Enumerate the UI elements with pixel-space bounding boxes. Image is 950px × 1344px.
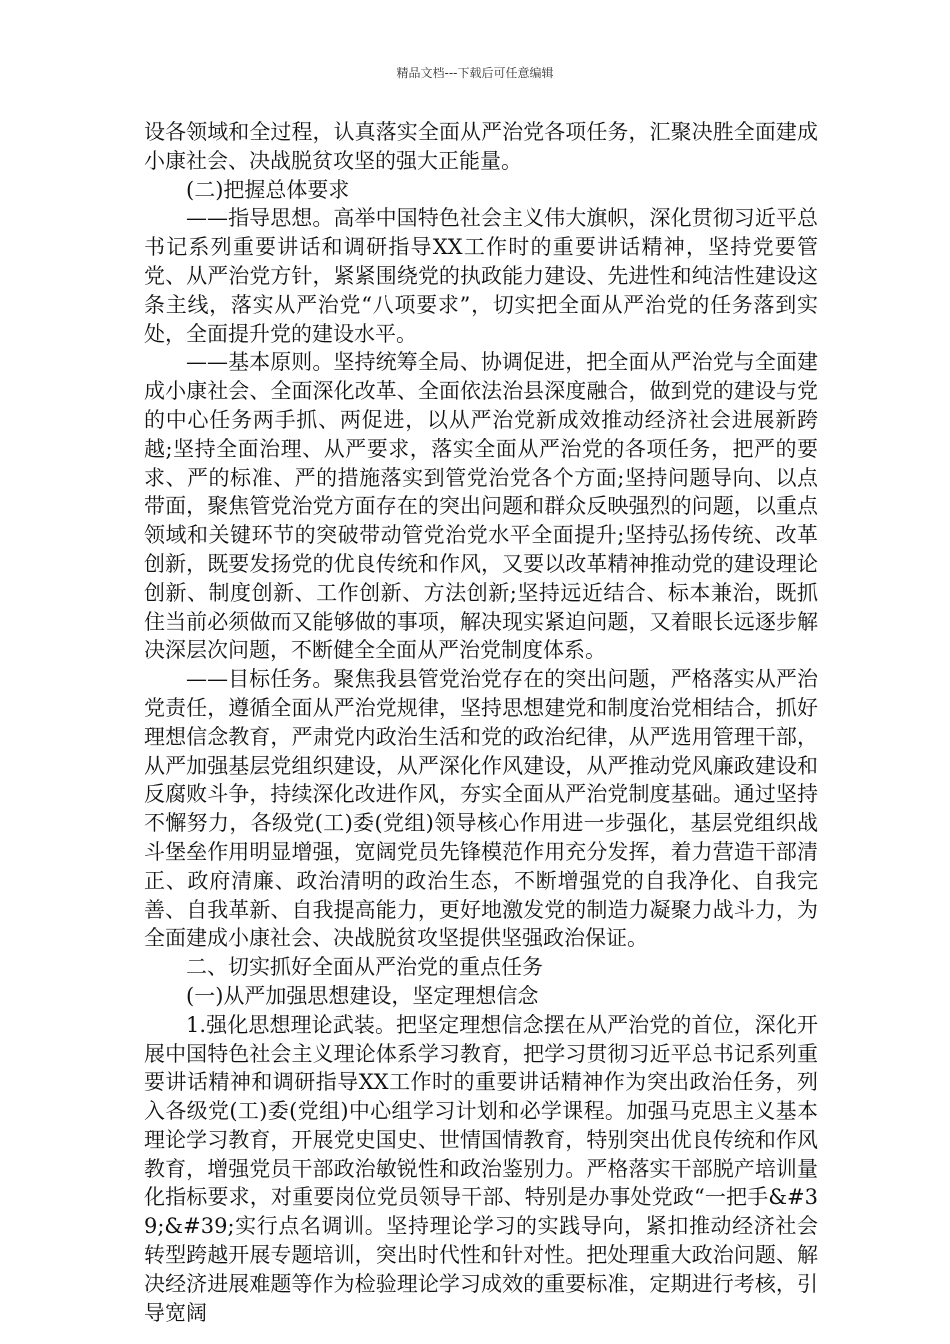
paragraph-guiding-ideology: ——指导思想。高举中国特色社会主义伟大旗帜，深化贯彻习近平总书记系列重要讲话和调研指导XX工作时的重要讲话精神，坚持党要管党、从严治党方针，紧紧围绕党的执政能力建设、先进性和纯洁性建设这条主线，落实从严治党“八项要求”，切实把全面从严治党的任务落到实处，全面提升党的建设水平。 (144, 206, 818, 346)
paragraph-theory-arming: 1.强化思想理论武装。把坚定理想信念摆在从严治党的首位，深化开展中国特色社会主义理论体系学习教育，把学习贯彻习近平总书记系列重要讲话精神和调研指导XX工作时的重要讲话精神作为突出政治任务，列入各级党(工)委(党组)中心组学习计划和必学课程。加强马克思主义基本理论学习教育，开展党史国史、世情国情教育，特别突出优良传统和作风教育，增强党员干部政治敏锐性和政治鉴别力。严格落实干部脱产培训量化指标要求，对重要岗位党员领导干部、特别是办事处党政“一把手&#39;&#39;实行点名调训。坚持理论学习的实践导向，紧扣推动经济社会转型跨越开展专题培训，突出时代性和针对性。把处理重大政治问题、解决经济进展难题等作为检验理论学习成效的重要标准，定期进行考核，引导宽阔 (144, 1012, 818, 1325)
paragraph-basic-principles: ——基本原则。坚持统筹全局、协调促进，把全面从严治党与全面建成小康社会、全面深化改革、全面依法治县深度融合，做到党的建设与党的中心任务两手抓、两促进，以从严治党新成效推动经济社会进展新跨越;坚持全面治理、从严要求，落实全面从严治党的各项任务，把严的要求、严的标准、严的措施落实到管党治党各个方面;坚持问题导向、以点带面，聚焦管党治党方面存在的突出问题和群众反映强烈的问题，以重点领域和关键环节的突破带动管党治党水平全面提升;坚持弘扬传统、改革创新，既要发扬党的优良传统和作风，又要以改革精神推动党的建设理论创新、制度创新、工作创新、方法创新;坚持远近结合、标本兼治，既抓住当前必须做而又能够做的事项，解决现实紧迫问题，又着眼长远逐步解决深层次问题，不断健全全面从严治党制度体系。 (144, 350, 818, 663)
document-body (144, 118, 818, 1327)
paragraph-1: 设各领域和全过程，认真落实全面从严治党各项任务，汇聚决胜全面建成小康社会、决战脱贫攻坚的强大正能量。 (144, 120, 818, 173)
section-heading-overall-requirements: (二)把握总体要求 (186, 177, 350, 202)
subsection-heading-ideological-building: (一)从严加强思想建设，坚定理想信念 (186, 983, 539, 1008)
paragraph-goals-tasks: ——目标任务。聚焦我县管党治党存在的突出问题，严格落实从严治党责任，遵循全面从严治党规律，坚持思想建党和制度治党相结合，抓好理想信念教育，严肃党内政治生活和党的政治纪律，从严选用管理干部，从严加强基层党组织建设，从严深化作风建设，从严推动党风廉政建设和反腐败斗争，持续深化改进作风，夯实全面从严治党制度基础。通过坚持不懈努力，各级党(工)委(党组)领导核心作用进一步强化，基层党组织战斗堡垒作用明显增强，宽阔党员先锋模范作用充分发挥，着力营造干部清正、政府清廉、政治清明的政治生态，不断增强党的自我净化、自我完善、自我革新、自我提高能力，更好地激发党的制造力凝聚力战斗力，为全面建成小康社会、决战脱贫攻坚提供坚强政治保证。 (144, 667, 818, 951)
section-heading-key-tasks: 二、切实抓好全面从严治党的重点任务 (186, 955, 543, 980)
page-header: 精品文档---下载后可任意编辑 (396, 66, 554, 80)
